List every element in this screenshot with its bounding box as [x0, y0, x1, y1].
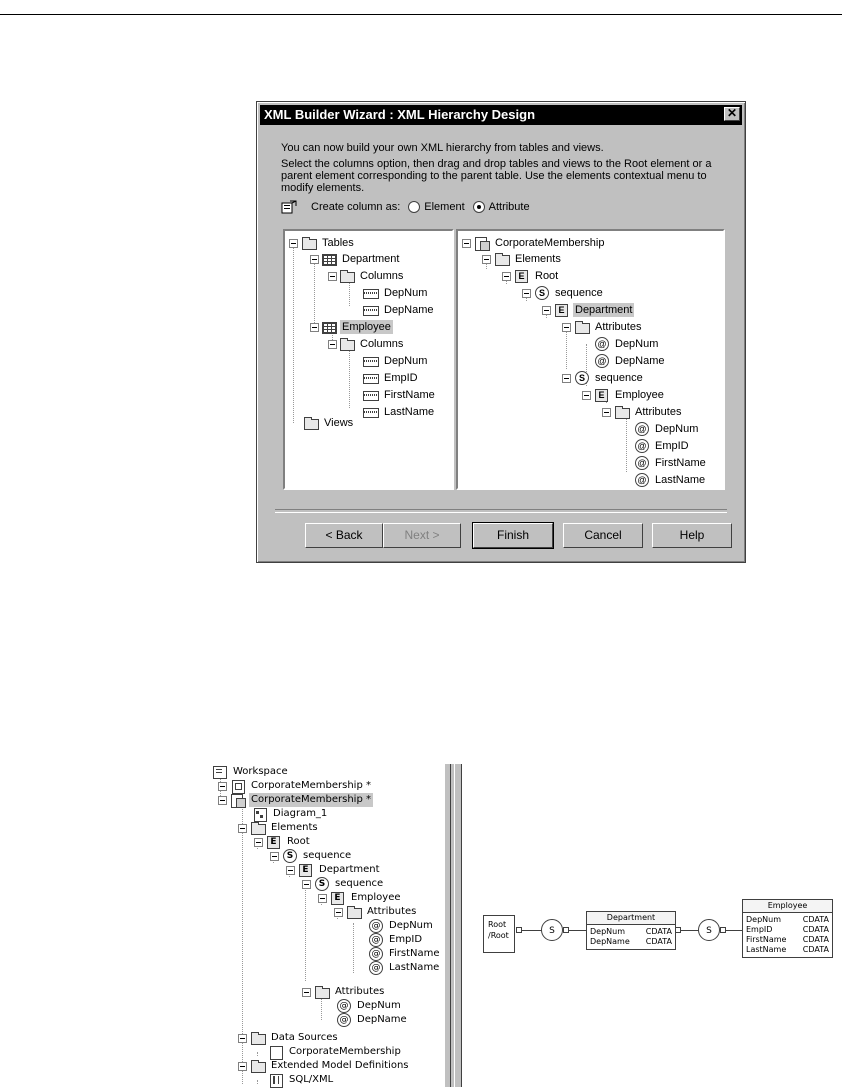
column-label: DepName	[384, 304, 434, 316]
finish-button[interactable]: Finish	[473, 523, 553, 548]
attribute-label: LastName	[655, 474, 706, 486]
sequence-label: sequence	[335, 878, 384, 889]
attr-type: CDATA	[645, 937, 672, 946]
folder-icon	[346, 905, 362, 919]
tree-line	[353, 923, 354, 973]
attribute-label: DepName	[357, 1014, 407, 1025]
attribute-label: LastName	[389, 962, 440, 973]
column-node-empid[interactable]	[363, 370, 420, 386]
collapse-toggle[interactable]	[310, 255, 319, 264]
root-element-node[interactable]	[514, 268, 560, 284]
connector-line	[569, 930, 586, 931]
elements-label: Elements	[515, 253, 561, 265]
attribute-node-empid[interactable]	[634, 438, 691, 454]
workspace-tree[interactable]	[212, 764, 442, 1087]
diagram-label: Diagram_1	[273, 808, 328, 819]
column-node-firstname[interactable]	[363, 387, 437, 403]
attribute-icon	[594, 354, 610, 368]
model-icon	[230, 793, 246, 807]
pane-splitter[interactable]	[444, 764, 462, 1087]
ext-defs-label: Extended Model Definitions	[271, 1060, 409, 1071]
column-icon	[363, 388, 379, 402]
create-column-options	[281, 200, 530, 214]
collapse-toggle[interactable]	[462, 239, 471, 248]
attribute-node-lastname[interactable]	[634, 472, 707, 488]
folder-icon	[339, 269, 355, 283]
element-icon	[330, 891, 346, 905]
attributes-label: Attributes	[595, 321, 642, 333]
attr-name: LastName	[746, 945, 787, 954]
dialog-title-bar[interactable]	[260, 105, 742, 125]
column-node-lastname[interactable]	[363, 404, 436, 420]
element-radio[interactable]	[408, 201, 420, 213]
collapse-toggle[interactable]	[562, 323, 571, 332]
sqlxml-icon	[268, 1073, 284, 1087]
model-icon	[474, 236, 490, 250]
attribute-icon	[594, 337, 610, 351]
attribute-label: EmpID	[389, 934, 423, 945]
collapse-toggle[interactable]	[318, 894, 327, 903]
tree-line	[257, 1080, 258, 1084]
elements-label: Elements	[271, 822, 318, 833]
employee-label: Employee	[342, 321, 391, 333]
column-label: EmpID	[384, 372, 418, 384]
button-separator	[275, 509, 727, 513]
attr-type: CDATA	[802, 925, 829, 934]
employee-table-node[interactable]	[321, 319, 393, 335]
column-node-depname[interactable]	[363, 302, 436, 318]
attribute-label: FirstName	[655, 457, 706, 469]
model-label: CorporateMembership	[495, 237, 605, 249]
employee-attributes-node[interactable]	[614, 404, 683, 420]
elements-node[interactable]	[494, 251, 563, 267]
tree-line	[349, 344, 350, 408]
tree-line	[566, 327, 567, 369]
employee-columns-node[interactable]	[339, 336, 405, 352]
create-column-label: Create column as:	[311, 201, 401, 213]
collapse-toggle[interactable]	[502, 272, 511, 281]
attribute-radio-label[interactable]: Attribute	[488, 201, 530, 213]
model-label: CorporateMembership *	[251, 780, 371, 791]
attribute-label: DepName	[615, 355, 665, 367]
attribute-icon	[368, 933, 384, 947]
attr-type: CDATA	[802, 945, 829, 954]
columns-label: Columns	[360, 338, 404, 350]
employee-label: Employee	[615, 389, 664, 401]
attributes-label: Attributes	[335, 986, 385, 997]
collapse-toggle[interactable]	[270, 852, 279, 861]
attr-name: DepName	[590, 937, 630, 946]
column-node-depnum[interactable]	[363, 285, 429, 301]
attribute-node-depnum[interactable]	[634, 421, 700, 437]
employee-entity-title: Employee	[743, 900, 832, 913]
department-element-node[interactable]	[554, 302, 634, 318]
sequence-node[interactable]	[534, 285, 605, 301]
attribute-label: EmpID	[655, 440, 689, 452]
collapse-toggle[interactable]	[302, 988, 311, 997]
attribute-node-firstname[interactable]	[634, 455, 708, 471]
data-source-icon	[268, 1045, 284, 1059]
columns-label: Columns	[360, 270, 404, 282]
folder-icon	[303, 416, 319, 430]
entity-row	[743, 945, 832, 957]
folder-icon	[314, 985, 330, 999]
attribute-icon	[368, 919, 384, 933]
workspace-icon	[212, 765, 228, 779]
sqlxml-label: SQL/XML	[289, 1074, 334, 1085]
attr-name: DepNum	[746, 915, 782, 924]
folder-icon	[574, 320, 590, 334]
element-icon	[266, 835, 282, 849]
tables-label: Tables	[322, 237, 354, 249]
diagram-icon	[252, 807, 268, 821]
collapse-toggle[interactable]	[602, 408, 611, 417]
table-icon	[321, 320, 337, 334]
collapse-toggle[interactable]	[218, 796, 227, 805]
back-button[interactable]: < Back	[305, 523, 383, 548]
attribute-node-depname[interactable]	[336, 1012, 409, 1028]
column-icon	[363, 371, 379, 385]
sequence-icon	[282, 849, 298, 863]
expand-toggle[interactable]	[218, 782, 227, 791]
column-icon	[363, 354, 379, 368]
source-tables-tree[interactable]	[283, 229, 454, 490]
collapse-toggle[interactable]	[302, 880, 311, 889]
dialog-title: XML Builder Wizard : XML Hierarchy Design	[264, 107, 536, 122]
collapse-toggle[interactable]	[522, 289, 531, 298]
sqlxml-node[interactable]	[268, 1072, 335, 1088]
attribute-label: DepNum	[389, 920, 433, 931]
intro-line-1: You can now build your own XML hierarchy from tables and views.	[281, 142, 604, 154]
root-name: Root	[488, 920, 507, 929]
model-label: CorporateMembership *	[251, 794, 371, 805]
views-label: Views	[324, 417, 354, 429]
sequence-label: sequence	[595, 372, 643, 384]
collapse-toggle[interactable]	[482, 255, 491, 264]
help-button[interactable]: Help	[652, 523, 732, 548]
attribute-node-depnum[interactable]	[594, 336, 660, 352]
employee-label: Employee	[351, 892, 401, 903]
attribute-node-lastname[interactable]	[368, 960, 441, 976]
data-sources-label: Data Sources	[271, 1032, 338, 1043]
entity-row	[743, 925, 832, 935]
employee-entity[interactable]	[742, 899, 833, 958]
connector-line	[522, 930, 542, 931]
tables-node[interactable]	[301, 235, 356, 251]
root-label: Root	[535, 270, 559, 282]
attr-type: CDATA	[802, 935, 829, 944]
intro-line-2: Select the columns option, then drag and drop tables and views to the Root element or a parent element corresponding to the parent table. Use the elements contextual menu to modify elements.	[281, 158, 712, 194]
column-label: DepNum	[384, 287, 428, 299]
tree-line	[586, 344, 587, 372]
tree-line	[314, 259, 315, 325]
page-header-rule	[0, 14, 842, 15]
column-icon	[363, 286, 379, 300]
attribute-label: DepNum	[655, 423, 699, 435]
attr-type: CDATA	[645, 927, 672, 936]
root-label: Root	[287, 836, 310, 847]
collapse-toggle[interactable]	[582, 391, 591, 400]
element-radio-label[interactable]: Element	[424, 201, 465, 213]
attribute-icon	[634, 422, 650, 436]
model-icon	[230, 779, 246, 793]
sequence-label: sequence	[555, 287, 603, 299]
connector-line	[726, 930, 742, 931]
entity-row	[587, 937, 675, 949]
attribute-icon	[634, 456, 650, 470]
close-icon[interactable]: ✕	[724, 107, 740, 121]
properties-icon[interactable]	[281, 200, 297, 214]
department-attributes-node[interactable]	[574, 319, 643, 335]
attr-name: DepNum	[590, 927, 626, 936]
folder-icon	[614, 405, 630, 419]
collapse-toggle[interactable]	[254, 838, 263, 847]
column-node-depnum[interactable]	[363, 353, 429, 369]
collapse-toggle[interactable]	[289, 239, 298, 248]
sequence-icon	[534, 286, 550, 300]
sequence-icon	[574, 371, 590, 385]
table-icon	[321, 252, 337, 266]
connector-line	[681, 930, 699, 931]
attribute-icon	[368, 947, 384, 961]
element-icon	[594, 388, 610, 402]
attr-name: EmpID	[746, 925, 773, 934]
workspace-label: Workspace	[233, 766, 288, 777]
entity-row	[743, 913, 832, 925]
root-path: /Root	[488, 931, 509, 940]
tree-line	[626, 412, 627, 472]
attribute-icon	[336, 999, 352, 1013]
collapse-toggle[interactable]	[238, 1034, 247, 1043]
folder-icon	[250, 821, 266, 835]
column-label: FirstName	[384, 389, 435, 401]
tree-line	[305, 881, 306, 981]
next-button[interactable]: Next >	[383, 523, 461, 548]
sequence-icon	[314, 877, 330, 891]
collapse-toggle[interactable]	[238, 824, 247, 833]
department-entity-title: Department	[587, 912, 675, 925]
department-table-node[interactable]	[321, 251, 401, 267]
cancel-button[interactable]: Cancel	[563, 523, 643, 548]
entity-row	[587, 925, 675, 937]
attribute-label: DepNum	[357, 1000, 401, 1011]
xml-hierarchy-tree[interactable]	[456, 229, 725, 490]
department-label: Department	[319, 864, 380, 875]
folder-icon	[301, 236, 317, 250]
collapse-toggle[interactable]	[328, 340, 337, 349]
diagram-root-element[interactable]	[483, 915, 515, 953]
dialog-instructions	[281, 142, 741, 198]
folder-icon	[250, 1059, 266, 1073]
department-label: Department	[342, 253, 400, 265]
collapse-toggle[interactable]	[542, 306, 551, 315]
tree-line	[257, 1052, 258, 1056]
element-icon	[298, 863, 314, 877]
sequence-label: sequence	[303, 850, 352, 861]
attribute-icon	[368, 961, 384, 975]
department-entity[interactable]	[586, 911, 676, 950]
attribute-radio[interactable]	[473, 201, 485, 213]
collapse-toggle[interactable]	[286, 866, 295, 875]
model-node[interactable]	[474, 235, 606, 251]
attr-type: CDATA	[802, 915, 829, 924]
collapse-toggle[interactable]	[562, 374, 571, 383]
department-label: Department	[575, 304, 633, 316]
data-source-label: CorporateMembership	[289, 1046, 401, 1057]
attribute-icon	[634, 439, 650, 453]
collapse-toggle[interactable]	[334, 908, 343, 917]
attributes-label: Attributes	[635, 406, 682, 418]
attributes-label: Attributes	[367, 906, 417, 917]
collapse-toggle[interactable]	[238, 1062, 247, 1071]
views-node[interactable]	[303, 415, 355, 431]
attribute-icon	[634, 473, 650, 487]
folder-icon	[339, 337, 355, 351]
column-icon	[363, 405, 379, 419]
employee-element-node[interactable]	[594, 387, 666, 403]
attribute-icon	[336, 1013, 352, 1027]
attribute-label: DepNum	[615, 338, 659, 350]
folder-icon	[494, 252, 510, 266]
element-icon	[554, 303, 570, 317]
tree-line	[293, 243, 294, 423]
entity-row	[743, 935, 832, 945]
column-icon	[363, 303, 379, 317]
element-icon	[514, 269, 530, 283]
folder-icon	[250, 1031, 266, 1045]
attribute-label: FirstName	[389, 948, 440, 959]
sequence-node-icon[interactable]: S	[541, 919, 563, 941]
column-label: DepNum	[384, 355, 428, 367]
column-label: LastName	[384, 406, 435, 418]
sequence-node[interactable]	[574, 370, 645, 386]
attribute-node-depname[interactable]	[594, 353, 667, 369]
collapse-toggle[interactable]	[310, 323, 319, 332]
department-columns-node[interactable]	[339, 268, 405, 284]
collapse-toggle[interactable]	[328, 272, 337, 281]
sequence-node-icon[interactable]: S	[698, 919, 720, 941]
attr-name: FirstName	[746, 935, 787, 944]
xml-builder-wizard-dialog	[256, 101, 746, 563]
